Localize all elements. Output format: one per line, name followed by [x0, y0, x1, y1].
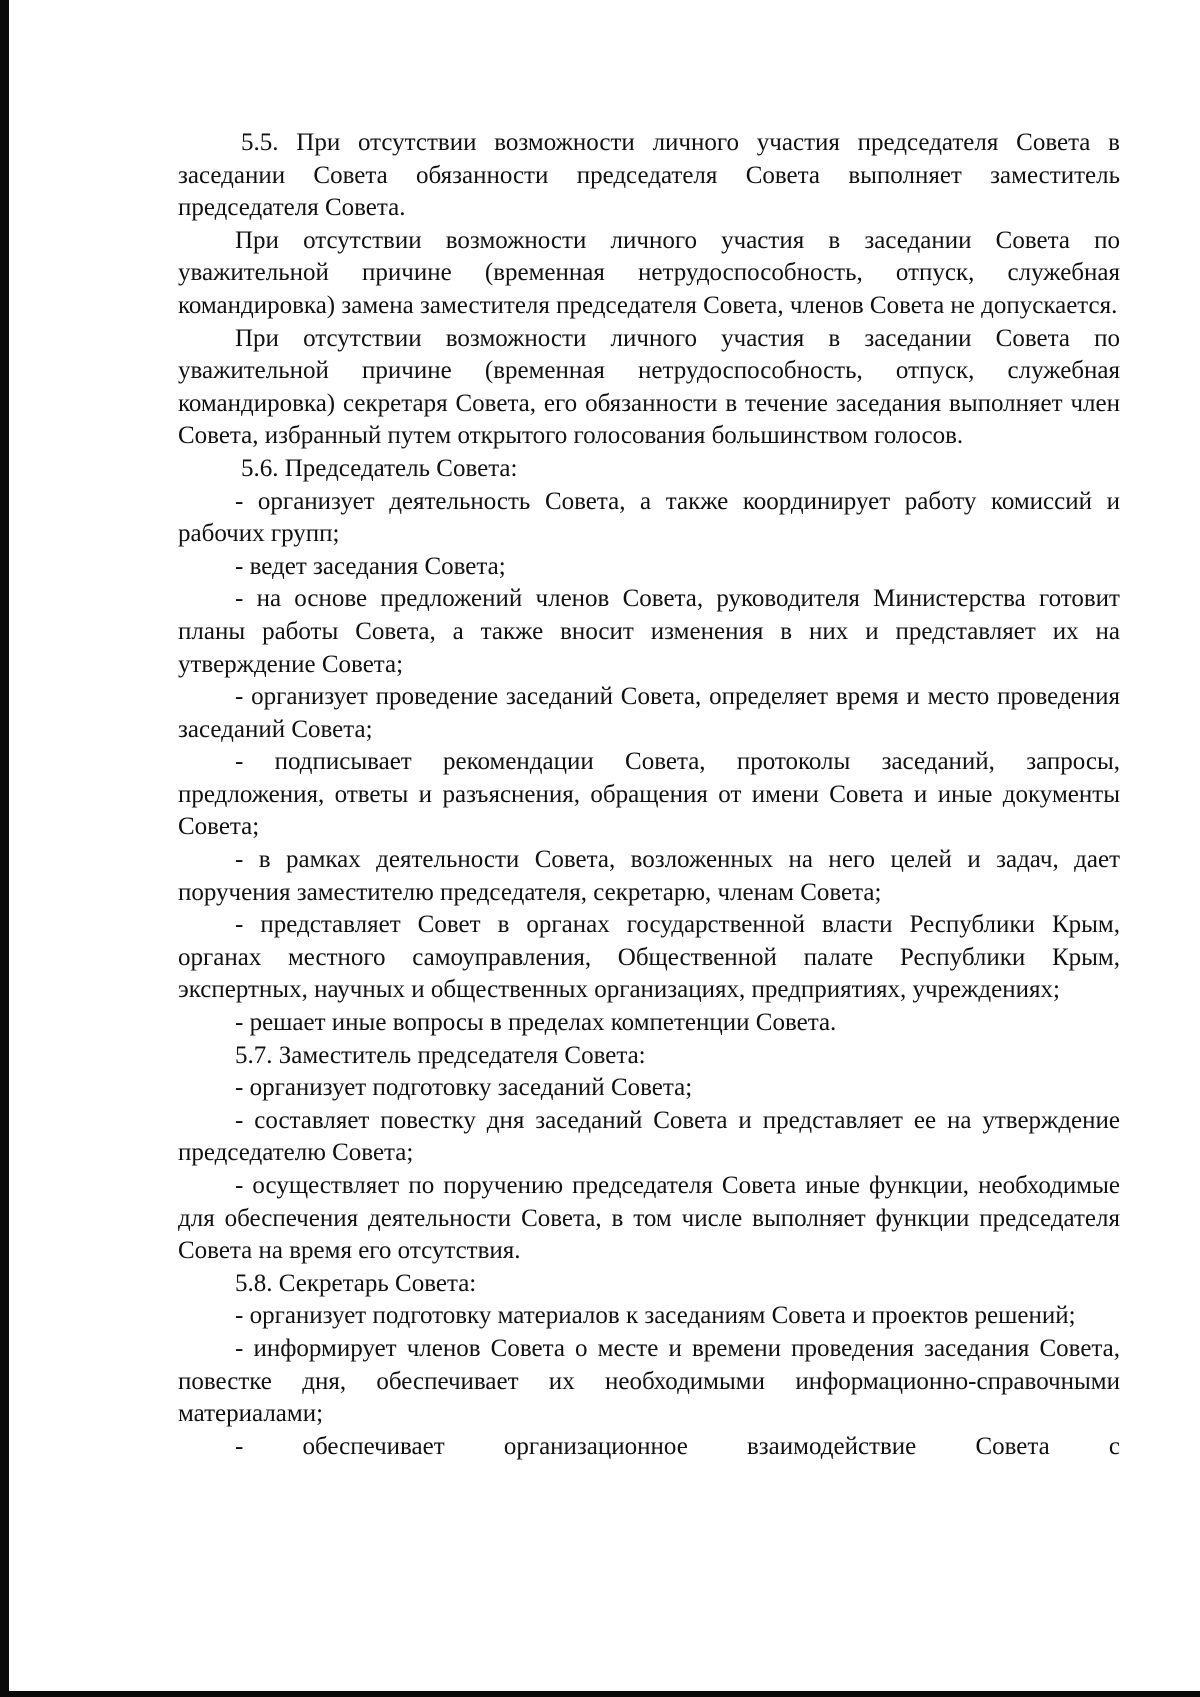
list-item: - осуществляет по поручению председателя Совета иные функции, необходимые для обеспечения деятельности Совета, в том числе выполняет функции председателя Совета на время его отсутствия.: [178, 1172, 1120, 1265]
list-item: - организует деятельность Совета, а также координирует работу комиссий и рабочих групп;: [178, 487, 1120, 548]
list-item: - составляет повестку дня заседаний Совета и представляет ее на утверждение председателю Совета;: [178, 1106, 1120, 1167]
paragraph-secretary-absence: При отсутствии возможности личного участия в заседании Совета по уважительной причине (временная нетрудоспособность, отпуск, служебная командировка) секретаря Совета, его обязанности в течение заседания выполняет член Совета, избранный путем открытого голосования большинством голосов.: [178, 324, 1120, 450]
list-item: - организует подготовку материалов к заседаниям Совета и проектов решений;: [235, 1302, 1076, 1330]
list-item: - решает иные вопросы в пределах компетенции Совета.: [235, 1009, 837, 1037]
list-item: - организует проведение заседаний Совета, определяет время и место проведения заседаний Совета;: [178, 683, 1120, 743]
document-page: [178, 127, 1120, 1463]
list-item: - информирует членов Совета о месте и времени проведения заседания Совета, повестке дня, обеспечивает их необходимыми информационно-справочными материалами;: [178, 1334, 1120, 1428]
paragraph-5-5: 5.5. При отсутствии возможности личного участия председателя Совета в заседании Совета обязанности председателя Совета выполняет заместитель председателя Совета.: [178, 129, 1120, 222]
list-item: - подписывает рекомендации Совета, протоколы заседаний, запросы, предложения, ответы и разъяснения, обращения от имени Совета и иные документы Совета;: [178, 748, 1120, 841]
scan-edge-left: [0, 0, 9, 1697]
list-item: - в рамках деятельности Совета, возложенных на него целей и задач, дает поручения заместителю председателя, секретарю, членам Совета;: [178, 846, 1120, 906]
section-heading-5-8: 5.8. Секретарь Совета:: [235, 1269, 477, 1297]
list-item: - на основе предложений членов Совета, руководителя Министерства готовит планы работы Совета, а также вносит изменения в них и представляет их на утверждение Совета;: [178, 585, 1120, 678]
list-item: - представляет Совет в органах государственной власти Республики Крым, органах местного самоуправления, Общественной палате Республики Крым, экспертных, научных и общественных организациях, предприятиях, учреждениях;: [178, 911, 1120, 1004]
list-item: - ведет заседания Совета;: [235, 552, 506, 580]
list-item-continued: - обеспечивает организационное взаимодействие Совета с: [235, 1432, 1120, 1460]
section-heading-5-7: 5.7. Заместитель председателя Совета:: [235, 1041, 646, 1069]
list-item: - организует подготовку заседаний Совета;: [235, 1074, 693, 1102]
paragraph-deputy-absence: При отсутствии возможности личного участия в заседании Совета по уважительной причине (временная нетрудоспособность, отпуск, служебная командировка) замена заместителя председателя Совета, членов Совета не допускается.: [178, 226, 1120, 319]
scan-edge-bottom: [0, 1691, 1200, 1697]
section-heading-5-6: 5.6. Председатель Совета:: [241, 454, 518, 482]
